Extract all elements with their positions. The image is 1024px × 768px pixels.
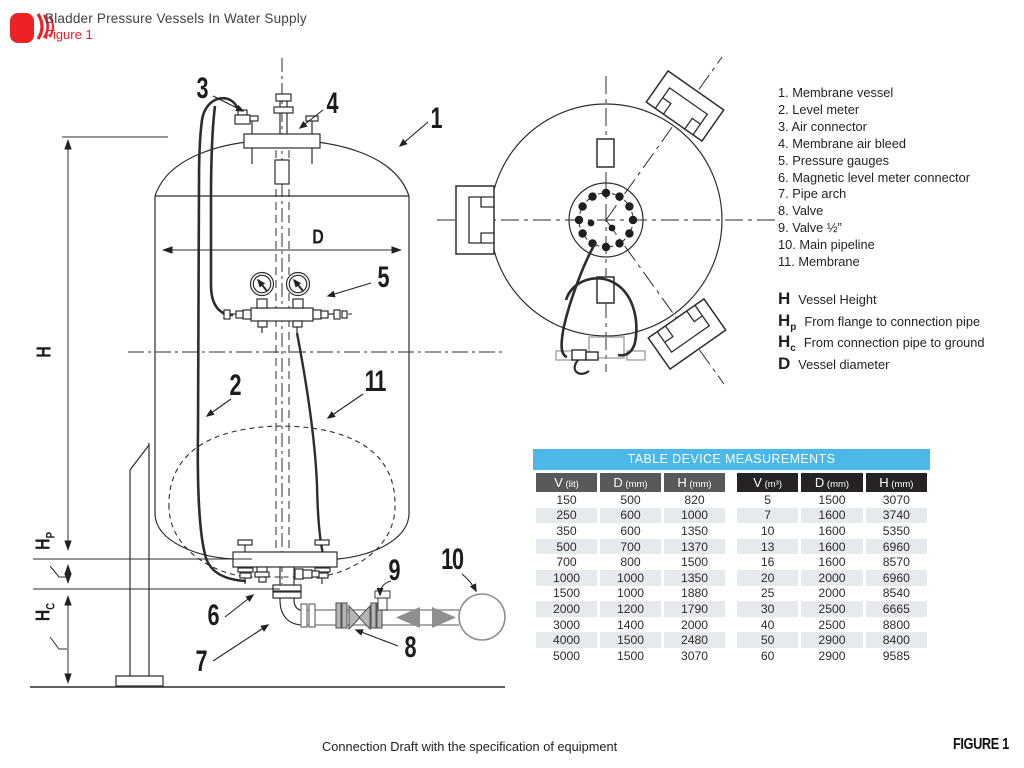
table-cell: 40: [760, 617, 775, 632]
dim-label-hc: $H_C$: [32, 602, 58, 622]
table-row: [536, 570, 725, 586]
table-row: [536, 508, 725, 524]
table-row: [536, 523, 725, 539]
table-cell: 1600: [801, 539, 862, 555]
table-row: [536, 648, 725, 664]
table-cell: 1790: [664, 601, 725, 617]
legend-item: 4. Membrane air bleed: [778, 135, 907, 151]
table-cell: 250: [536, 508, 597, 524]
table-cell: 4000: [536, 632, 597, 648]
callout-number-10: 10: [441, 543, 463, 576]
table-cell: 700: [556, 555, 577, 570]
vessel-top-view: [437, 57, 778, 384]
table-cell: 8540: [882, 586, 910, 601]
table-header-row: [536, 473, 725, 492]
table-row: [536, 632, 725, 648]
air-bleed-pipe: [280, 101, 287, 134]
dimension-legend-item: H p From flange to connection pipe: [778, 310, 981, 333]
table-cell: 2500: [818, 617, 846, 632]
table-cell: 30: [737, 601, 798, 617]
table-cell: 2500: [801, 601, 862, 617]
table-title: TABLE DEVICE MEASUREMENTS: [533, 449, 930, 470]
legend-item: 9. Valve ½”: [778, 220, 842, 236]
lifting-lug: [597, 139, 614, 167]
table-cell: 2000: [818, 586, 846, 601]
figure-label: Figure 1: [45, 27, 93, 42]
level-meter-cable: [198, 98, 246, 581]
table-cell: 1880: [680, 586, 709, 601]
table-cell: 1370: [664, 539, 725, 555]
gauge-manifold: [251, 308, 313, 321]
table-row: [737, 539, 927, 555]
equipment-legend: [778, 85, 970, 271]
table-cell: 5000: [552, 648, 581, 663]
table-row: [737, 554, 927, 570]
column-header: H (mm): [664, 473, 725, 492]
table-cell: 6960: [866, 570, 927, 586]
table-row: [536, 586, 725, 602]
table-row: [737, 632, 927, 648]
table-cell: 25: [760, 586, 775, 601]
column-header: V (lit): [536, 473, 597, 492]
table-row: [737, 508, 927, 524]
legend-item: 10. Main pipeline: [778, 237, 875, 253]
table-cell: 820: [684, 492, 705, 507]
table-cell: 6665: [866, 601, 927, 617]
legend-item: 11. Membrane: [778, 254, 860, 270]
table-row: [536, 539, 725, 555]
callout-number-4: 4: [326, 87, 338, 120]
table-cell: 1000: [600, 570, 661, 586]
table-cell: 5: [764, 492, 772, 507]
table-cell: 1350: [664, 570, 725, 586]
table-cell: 1000: [664, 508, 725, 524]
table-cell: 8570: [882, 555, 910, 570]
table-cell: 3000: [552, 617, 581, 632]
table-cell: 1600: [801, 508, 862, 524]
callout-number-9: 9: [388, 554, 400, 587]
table-cell: 8400: [866, 632, 927, 648]
table-cell: 1000: [536, 570, 597, 586]
callout-number-8: 8: [404, 631, 416, 664]
dimension-legend-item: H c From connection pipe to ground: [778, 332, 985, 354]
table-cell: 10: [760, 523, 775, 538]
table-cell: 350: [556, 523, 577, 538]
dimension-legend: [778, 289, 985, 375]
internal-nipple: [275, 160, 289, 184]
table-row: [737, 617, 927, 633]
magnetic-level-meter-connector: [255, 567, 269, 582]
dimension-lines: [50, 140, 401, 683]
callout-number-11: 11: [364, 365, 386, 398]
table-cell: 3740: [866, 508, 927, 524]
table-cell: 1200: [600, 601, 661, 617]
table-cell: 2900: [818, 648, 846, 663]
column-header: V (m³): [737, 473, 798, 492]
gauge-cable: [297, 333, 328, 575]
table-cubic-meters: [734, 473, 930, 664]
table-cell: 50: [737, 632, 798, 648]
callout-number-3: 3: [196, 72, 208, 105]
table-row: [737, 648, 927, 664]
callout-number-6: 6: [207, 599, 219, 632]
table-cell: 13: [737, 539, 798, 555]
leg-base-plate: [116, 676, 163, 686]
main-pipeline: [459, 594, 505, 640]
table-liters: [533, 473, 728, 664]
measurements-table: [533, 449, 930, 664]
table-cell: 6960: [866, 539, 927, 555]
table-cell: 150: [556, 492, 577, 507]
support-bracket: [456, 186, 494, 254]
table-cell: 2000: [680, 617, 709, 632]
table-cell: 2900: [801, 632, 862, 648]
table-row: [536, 554, 725, 570]
table-cell: 2480: [664, 632, 725, 648]
table-cell: 1350: [680, 523, 709, 538]
callout-number-5: 5: [377, 261, 389, 294]
level-meter-cable-return: [211, 106, 233, 315]
legend-item: 5. Pressure gauges: [778, 152, 889, 168]
table-cell: 8800: [882, 617, 910, 632]
legend-item: 7. Pipe arch: [778, 186, 847, 202]
table-row: [536, 492, 725, 508]
table-cell: 600: [600, 508, 661, 524]
table-cell: 3070: [680, 648, 709, 663]
table-row: [737, 586, 927, 602]
table-row: [536, 617, 725, 633]
table-cell: 1500: [818, 492, 846, 507]
callout-number-7: 7: [195, 645, 207, 678]
dim-label-hp: $H_P$: [32, 532, 58, 550]
table-cell: 20: [737, 570, 798, 586]
table-cell: 1000: [616, 586, 645, 601]
dimension-legend-item: H Vessel Height: [778, 289, 877, 308]
table-cell: 2000: [536, 601, 597, 617]
column-header: D (mm): [600, 473, 661, 492]
support-bracket: [648, 299, 725, 369]
table-cell: 1500: [552, 586, 581, 601]
legend-item: 6. Magnetic level meter connector: [778, 169, 971, 185]
table-row: [737, 601, 927, 617]
table-cell: 1600: [818, 555, 846, 570]
table-cell: 1600: [818, 523, 846, 538]
table-cell: 500: [620, 492, 641, 507]
dimension-legend-item: D Vessel diameter: [778, 353, 890, 373]
table-cell: 1500: [616, 648, 645, 663]
vessel-side-view: [30, 58, 505, 687]
main-pipeline-assembly: [301, 591, 505, 640]
legend-item: 2. Level meter: [778, 101, 860, 117]
table-cell: 5350: [882, 523, 910, 538]
page-title: Bladder Pressure Vessels In Water Supply: [45, 11, 307, 26]
table-header-row: [737, 473, 927, 492]
table-cell: 1500: [680, 555, 709, 570]
table-cell: 16: [760, 555, 775, 570]
callout-number-2: 2: [229, 369, 241, 402]
table-cell: 9585: [882, 648, 910, 663]
dim-label-h: H: [33, 346, 56, 358]
legend-item: 1. Membrane vessel: [778, 85, 894, 100]
table-cell: 2000: [801, 570, 862, 586]
table-cell: 600: [620, 523, 641, 538]
table-cell: 700: [600, 539, 661, 555]
table-row: [737, 523, 927, 539]
column-header: D (mm): [801, 473, 862, 492]
support-bracket: [646, 71, 723, 141]
column-header: H (mm): [866, 473, 927, 492]
table-cell: 7: [737, 508, 798, 524]
callout-number-1: 1: [430, 102, 442, 135]
top-flange: [244, 134, 320, 148]
table-cell: 1500: [600, 632, 661, 648]
table-row: [536, 601, 725, 617]
table-cell: 3070: [882, 492, 910, 507]
table-row: [737, 570, 927, 586]
table-cell: 800: [620, 555, 641, 570]
figure-stamp: FIGURE 1: [953, 736, 1009, 753]
table-cell: 60: [760, 648, 775, 663]
dim-label-d: D: [312, 226, 324, 249]
table-cell: 1400: [616, 617, 645, 632]
table-cell: 500: [536, 539, 597, 555]
figure-caption: Connection Draft with the specification of equipment: [322, 739, 618, 754]
legend-item: 8. Valve: [778, 203, 824, 219]
table-row: [737, 492, 927, 508]
legend-item: 3. Air connector: [778, 118, 867, 134]
